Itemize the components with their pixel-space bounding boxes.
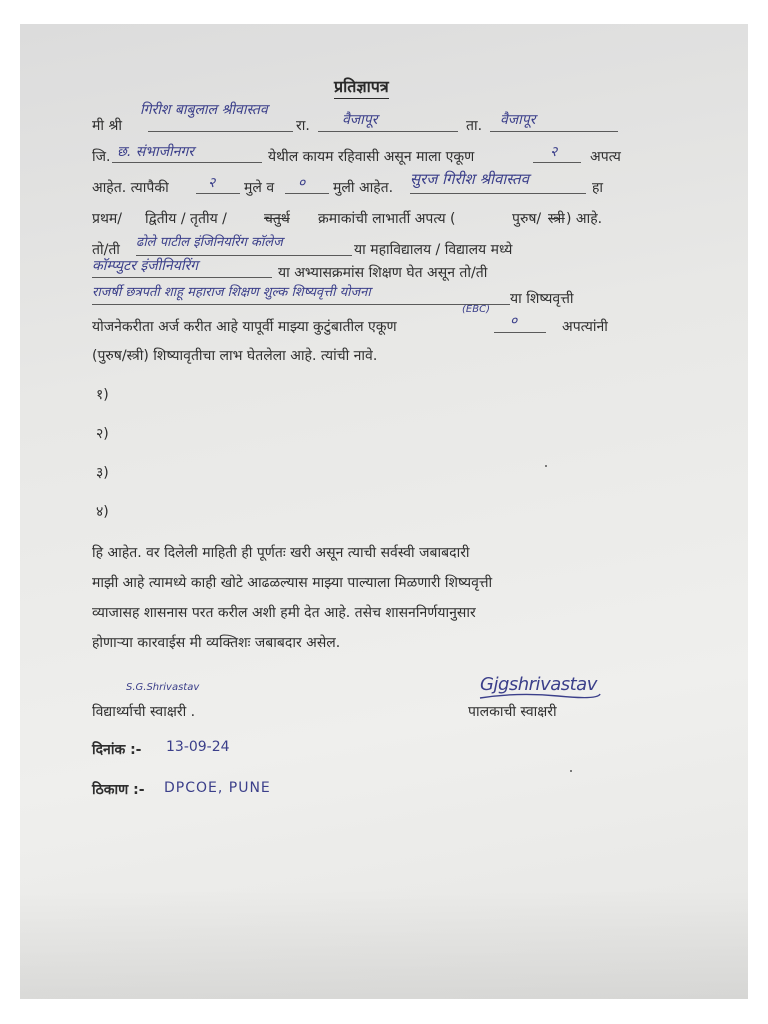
handwritten-taluka: वैजापूर (500, 112, 536, 128)
list-item-1: १) (96, 387, 109, 403)
line3-mid2: मुली आहेत. (333, 180, 394, 196)
line1-prefix: मी श्री (92, 118, 122, 134)
line1-blank-name (148, 131, 293, 132)
student-signature-label: विद्यार्थ्याची स्वाक्षरी . (92, 704, 196, 720)
line6-blank-course (92, 277, 272, 278)
line2-blank-district (112, 162, 262, 163)
line3-blank-sons (196, 193, 240, 194)
handwritten-prior-count: ० (510, 313, 518, 329)
page-title: प्रतिज्ञापत्र (334, 75, 389, 99)
line4-text: क्रमाकांची लाभार्ती अपत्य ( (318, 211, 456, 227)
line7-end: या शिष्यवृत्ती (510, 291, 574, 307)
line2-blank-children (533, 162, 581, 163)
line4-first: प्रथम/ (92, 211, 123, 227)
paper-sheet (20, 24, 748, 999)
parent-signature-underline (478, 690, 602, 702)
date-label: दिनांक :- (92, 742, 142, 758)
line1-ta: ता. (466, 118, 483, 134)
line2-ji: जि. (92, 149, 111, 165)
line3-mid: मुले व (244, 180, 275, 196)
line3-blank-child (410, 193, 586, 194)
line3-blank-daughters (285, 193, 329, 194)
paper-speck (570, 770, 572, 772)
declaration-line-2: माझी आहे त्यामध्ये काही खोटे आढळल्यास माझ्या पाल्याला मिळणारी शिष्यवृत्ती (92, 575, 493, 591)
line8-blank-count (494, 332, 546, 333)
list-item-4: ४) (96, 504, 109, 520)
handwritten-district: छ. संभाजीनगर (117, 144, 195, 160)
line3-start: आहेत. त्यापैकी (92, 180, 169, 196)
line8-text: योजनेकरीता अर्ज करीत आहे यापूर्वी माझ्या कुटुंबातील एकूण (92, 319, 397, 335)
line4-end: ) आहे. (566, 211, 603, 227)
line5-end: या महाविद्यालय / विद्यालय मध्ये (354, 242, 513, 258)
line8-end: अपत्यांनी (562, 319, 608, 335)
handwritten-name: गिरीश बाबुलाल श्रीवास्तव (140, 102, 268, 118)
handwritten-course: कॉम्प्युटर इंजीनियरिंग (92, 258, 199, 274)
line5-start: तो/ती (92, 242, 120, 258)
date-value: 13-09-24 (166, 739, 230, 755)
handwritten-child-name: सुरज गिरीश श्रीवास्तव (410, 170, 529, 188)
line4-male: पुरुष/ (512, 211, 542, 227)
handwritten-scheme: राजर्षी छत्रपती शाहू महाराज शिक्षण शुल्क शिष्यवृत्ती योजना (92, 285, 371, 300)
handwritten-college: ढोले पाटील इंजिनियरिंग कॉलेज (136, 235, 283, 250)
line2-end: अपत्य (590, 149, 621, 165)
line1-blank-village (318, 131, 458, 132)
list-item-2: २) (96, 426, 109, 442)
handwritten-ebc: (EBC) (462, 304, 490, 315)
parent-signature-label: पालकाची स्वाक्षरी (468, 704, 557, 720)
line3-end: हा (592, 180, 604, 196)
declaration-line-3: व्याजासह शासनास परत करील अशी हमी देत आहे. तसेच शासननिर्णयानुसार (92, 605, 476, 621)
line7-blank-scheme (92, 304, 510, 305)
line5-blank-college (136, 255, 352, 256)
line4-fourth-struck: चतुर्थ (264, 211, 290, 227)
place-label: ठिकाण :- (92, 782, 145, 798)
handwritten-sons: २ (208, 175, 216, 191)
line4-female-struck: स्त्री (548, 211, 565, 227)
line1-ra: रा. (296, 118, 310, 134)
place-value: DPCOE, PUNE (164, 780, 271, 796)
line2-text: येथील कायम रहिवासी असून माला एकूण (268, 149, 475, 165)
declaration-line-4: होणाऱ्या कारवाईस मी व्यक्तिशः जबाबदार असेल. (92, 635, 341, 651)
list-item-3: ३) (96, 465, 109, 481)
handwritten-daughters: ० (298, 175, 306, 191)
handwritten-village: वैजापूर (342, 112, 378, 128)
line6-text: या अभ्यासक्रमांस शिक्षण घेत असून तो/ती (278, 265, 488, 281)
line1-blank-taluka (490, 131, 618, 132)
declaration-line-1: हि आहेत. वर दिलेली माहिती ही पूर्णतः खरी असून त्याची सर्वस्वी जबाबदारी (92, 545, 470, 561)
line4-rest: द्वितीय / तृतीय / (145, 211, 227, 227)
paper-speck (545, 465, 547, 467)
handwritten-children: २ (550, 144, 558, 160)
student-signature: S.G.Shrivastav (126, 682, 200, 693)
line9-text: (पुरुष/स्त्री) शिष्यावृतीचा लाभ घेतलेला आहे. त्यांची नावे. (92, 348, 378, 364)
parent-signature: Gjgshrivastav (480, 674, 597, 695)
